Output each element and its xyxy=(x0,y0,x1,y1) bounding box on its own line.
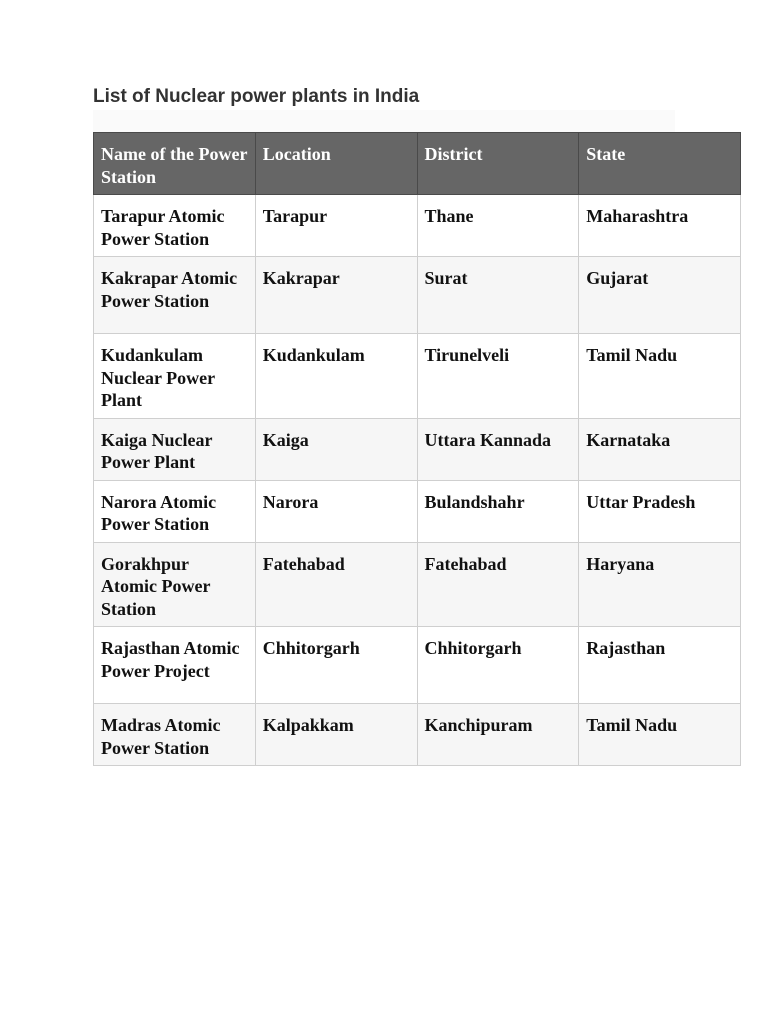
page-title: List of Nuclear power plants in India xyxy=(93,86,420,107)
cell-location: Kaiga xyxy=(255,418,417,480)
cell-location: Fatehabad xyxy=(255,542,417,627)
cell-station-name: Kaiga Nuclear Power Plant xyxy=(94,418,256,480)
table-row xyxy=(94,704,741,766)
table-row xyxy=(94,334,741,419)
header-cell-state: State xyxy=(579,133,741,195)
table-header-row xyxy=(94,133,741,195)
cell-station-name: Narora Atomic Power Station xyxy=(94,480,256,542)
cell-location: Kalpakkam xyxy=(255,704,417,766)
title-underline-band xyxy=(93,110,675,132)
cell-location: Narora xyxy=(255,480,417,542)
cell-state: Karnataka xyxy=(579,418,741,480)
cell-state: Tamil Nadu xyxy=(579,334,741,419)
cell-station-name: Madras Atomic Power Station xyxy=(94,704,256,766)
cell-district: Uttara Kannada xyxy=(417,418,579,480)
cell-district: Thane xyxy=(417,195,579,257)
cell-district: Fatehabad xyxy=(417,542,579,627)
header-cell-name: Name of the Power Station xyxy=(94,133,256,195)
cell-state: Uttar Pradesh xyxy=(579,480,741,542)
cell-station-name: Gorakhpur Atomic Power Station xyxy=(94,542,256,627)
table-row xyxy=(94,480,741,542)
cell-station-name: Kakrapar Atomic Power Station xyxy=(94,257,256,334)
table-row xyxy=(94,257,741,334)
table-row xyxy=(94,542,741,627)
cell-station-name: Tarapur Atomic Power Station xyxy=(94,195,256,257)
header-cell-district: District xyxy=(417,133,579,195)
cell-station-name: Kudankulam Nuclear Power Plant xyxy=(94,334,256,419)
cell-state: Tamil Nadu xyxy=(579,704,741,766)
cell-state: Maharashtra xyxy=(579,195,741,257)
nuclear-plants-table xyxy=(93,132,741,766)
cell-location: Kakrapar xyxy=(255,257,417,334)
table-row xyxy=(94,418,741,480)
cell-station-name: Rajasthan Atomic Power Project xyxy=(94,627,256,704)
header-cell-location: Location xyxy=(255,133,417,195)
cell-state: Rajasthan xyxy=(579,627,741,704)
cell-state: Haryana xyxy=(579,542,741,627)
cell-district: Chhitorgarh xyxy=(417,627,579,704)
table-row xyxy=(94,195,741,257)
cell-district: Bulandshahr xyxy=(417,480,579,542)
cell-location: Kudankulam xyxy=(255,334,417,419)
table-row xyxy=(94,627,741,704)
cell-state: Gujarat xyxy=(579,257,741,334)
cell-location: Chhitorgarh xyxy=(255,627,417,704)
cell-location: Tarapur xyxy=(255,195,417,257)
cell-district: Kanchipuram xyxy=(417,704,579,766)
cell-district: Surat xyxy=(417,257,579,334)
cell-district: Tirunelveli xyxy=(417,334,579,419)
